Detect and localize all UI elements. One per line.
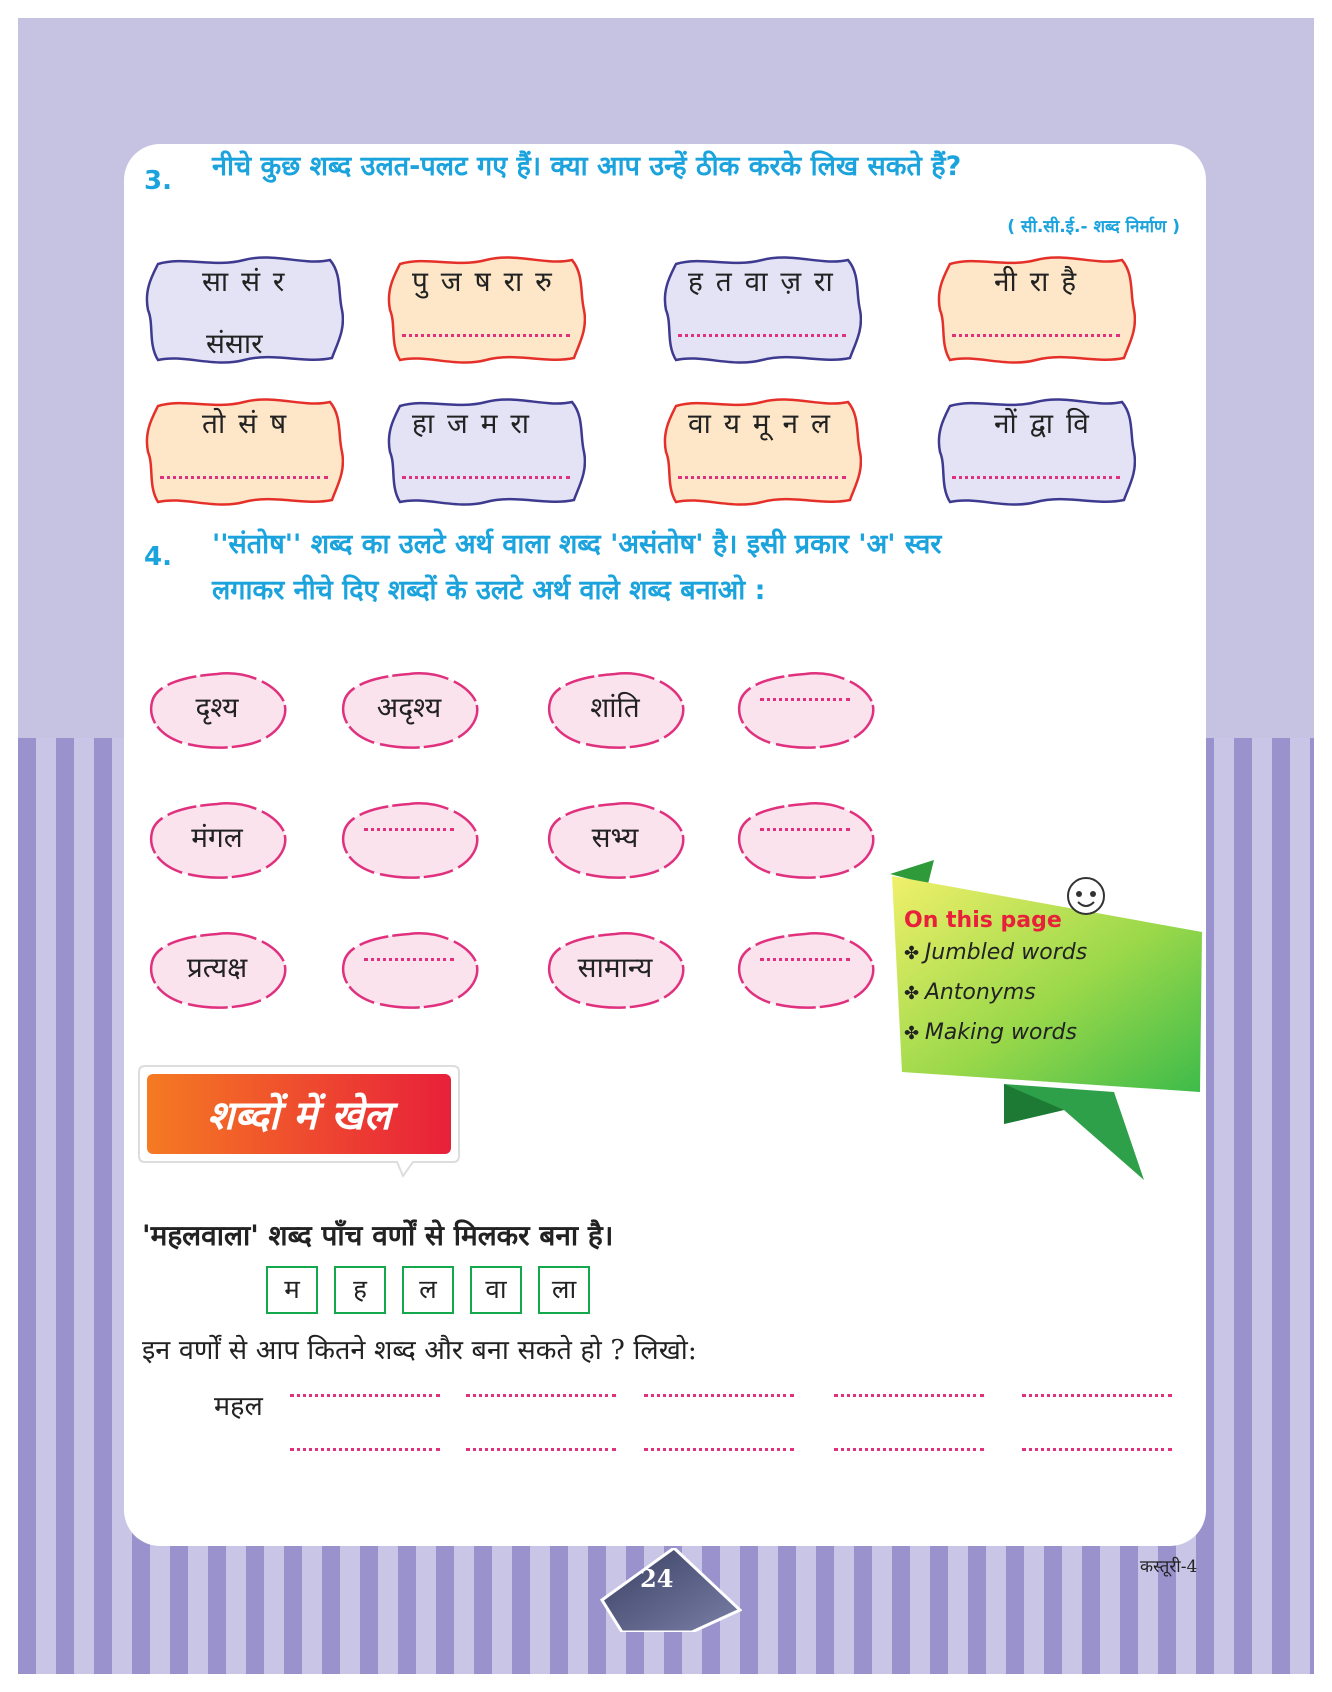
info-list-item [904, 940, 1087, 965]
answer-dotted-line[interactable] [952, 334, 1120, 337]
word-answer-line[interactable] [466, 1394, 616, 1397]
word-game-instruction: इन वर्णों से आप कितने शब्द और बना सकते हो ? लिखो: [142, 1335, 697, 1366]
antonym-oval [338, 668, 480, 750]
answer-dotted-line[interactable] [402, 476, 570, 479]
letter-box: म [266, 1266, 318, 1314]
jumbled-letters: हा ज म रा [412, 407, 532, 440]
page-number-badge [592, 1548, 742, 1636]
on-this-page-panel [884, 860, 1204, 1184]
jumbled-word-box [386, 254, 586, 366]
jumbled-word-box [144, 254, 344, 366]
jumbled-letters: ह त वा ज़ रा [688, 265, 835, 298]
answer-dotted-line[interactable] [678, 334, 846, 337]
jumbled-letters: वा य मू न ल [688, 407, 832, 440]
info-item-label: Jumbled words [924, 940, 1088, 965]
jumbled-word-box [144, 396, 344, 508]
antonym-answer-line[interactable] [760, 958, 850, 961]
jumbled-letters: पु ज ष रा रु [412, 265, 554, 298]
info-heading: On this page [904, 908, 1062, 933]
word-game-sentence: 'महलवाला' शब्द पाँच वर्णों से मिलकर बना है। [142, 1219, 614, 1252]
word-answer-line[interactable] [1022, 1394, 1172, 1397]
antonym-word: मंगल [191, 821, 243, 854]
letter-box: ला [538, 1266, 590, 1314]
info-list-item [904, 1020, 1077, 1045]
question-4-line-2: लगाकर नीचे दिए शब्दों के उलटे अर्थ वाले शब्द बनाओ : [212, 575, 766, 606]
word-answer-line[interactable] [644, 1394, 794, 1397]
book-name: कस्तूरी-4 [1140, 1557, 1198, 1577]
jumbled-letters: नी रा है [994, 265, 1079, 298]
antonym-word: दृश्य [195, 691, 239, 724]
answer-dotted-line[interactable] [678, 476, 846, 479]
antonym-word: प्रत्यक्ष [186, 951, 248, 984]
word-answer-line[interactable] [466, 1448, 616, 1451]
antonym-oval [544, 928, 686, 1010]
antonym-word: सामान्य [577, 951, 653, 984]
info-item-label: Antonyms [924, 980, 1036, 1005]
antonym-oval [734, 798, 876, 880]
cce-label: ( सी.सी.ई.- शब्द निर्माण ) [1007, 217, 1180, 237]
antonym-oval [734, 668, 876, 750]
antonym-oval [146, 798, 288, 880]
bullet-icon: ✤ [904, 943, 925, 964]
antonym-oval [734, 928, 876, 1010]
letter-box: ह [334, 1266, 386, 1314]
antonym-answer-line[interactable] [364, 828, 454, 831]
bullet-icon: ✤ [904, 1023, 925, 1044]
antonym-oval [544, 668, 686, 750]
jumbled-word-box [662, 396, 862, 508]
antonym-oval [338, 928, 480, 1010]
jumbled-word-box [936, 396, 1136, 508]
word-answer-line[interactable] [834, 1394, 984, 1397]
antonym-oval [146, 928, 288, 1010]
jumbled-word-box [386, 396, 586, 508]
bullet-icon: ✤ [904, 983, 925, 1004]
letter-box: ल [402, 1266, 454, 1314]
antonym-word: अदृश्य [376, 691, 442, 724]
section-banner [135, 1064, 465, 1182]
question-4-number: 4. [144, 542, 172, 572]
jumbled-letters: नों द्वा वि [994, 407, 1091, 440]
antonym-answer-line[interactable] [760, 828, 850, 831]
jumbled-word-box [662, 254, 862, 366]
antonym-answer-line[interactable] [760, 698, 850, 701]
info-item-label: Making words [924, 1020, 1077, 1045]
answer-dotted-line[interactable] [402, 334, 570, 337]
jumbled-letters: सा सं र [202, 265, 287, 298]
antonym-oval [544, 798, 686, 880]
letter-box: वा [470, 1266, 522, 1314]
antonym-oval [338, 798, 480, 880]
answer-dotted-line[interactable] [160, 476, 328, 479]
antonym-word: शांति [590, 691, 640, 724]
antonym-word: सभ्य [591, 821, 639, 854]
word-game-example: महल [214, 1391, 263, 1422]
answer-dotted-line[interactable] [952, 476, 1120, 479]
word-answer-line[interactable] [290, 1448, 440, 1451]
jumbled-letters: तो सं ष [202, 407, 289, 440]
question-3-number: 3. [144, 166, 172, 196]
antonym-answer-line[interactable] [364, 958, 454, 961]
antonym-oval [146, 668, 288, 750]
info-list-item [904, 980, 1036, 1005]
question-4-line-1: ''संतोष'' शब्द का उलटे अर्थ वाला शब्द 'असंतोष' है। इसी प्रकार 'अ' स्वर [212, 529, 942, 560]
jumbled-answer: संसार [206, 327, 263, 360]
word-answer-line[interactable] [290, 1394, 440, 1397]
word-answer-line[interactable] [644, 1448, 794, 1451]
jumbled-word-box [936, 254, 1136, 366]
word-answer-line[interactable] [1022, 1448, 1172, 1451]
page-number: 24 [640, 1564, 674, 1593]
banner-title: शब्दों में खेल [207, 1092, 391, 1139]
smiley-face-icon [1068, 878, 1104, 914]
word-answer-line[interactable] [834, 1448, 984, 1451]
question-3-text: नीचे कुछ शब्द उलत-पलट गए हैं। क्या आप उन्हें ठीक करके लिख सकते हैं? [212, 151, 962, 182]
